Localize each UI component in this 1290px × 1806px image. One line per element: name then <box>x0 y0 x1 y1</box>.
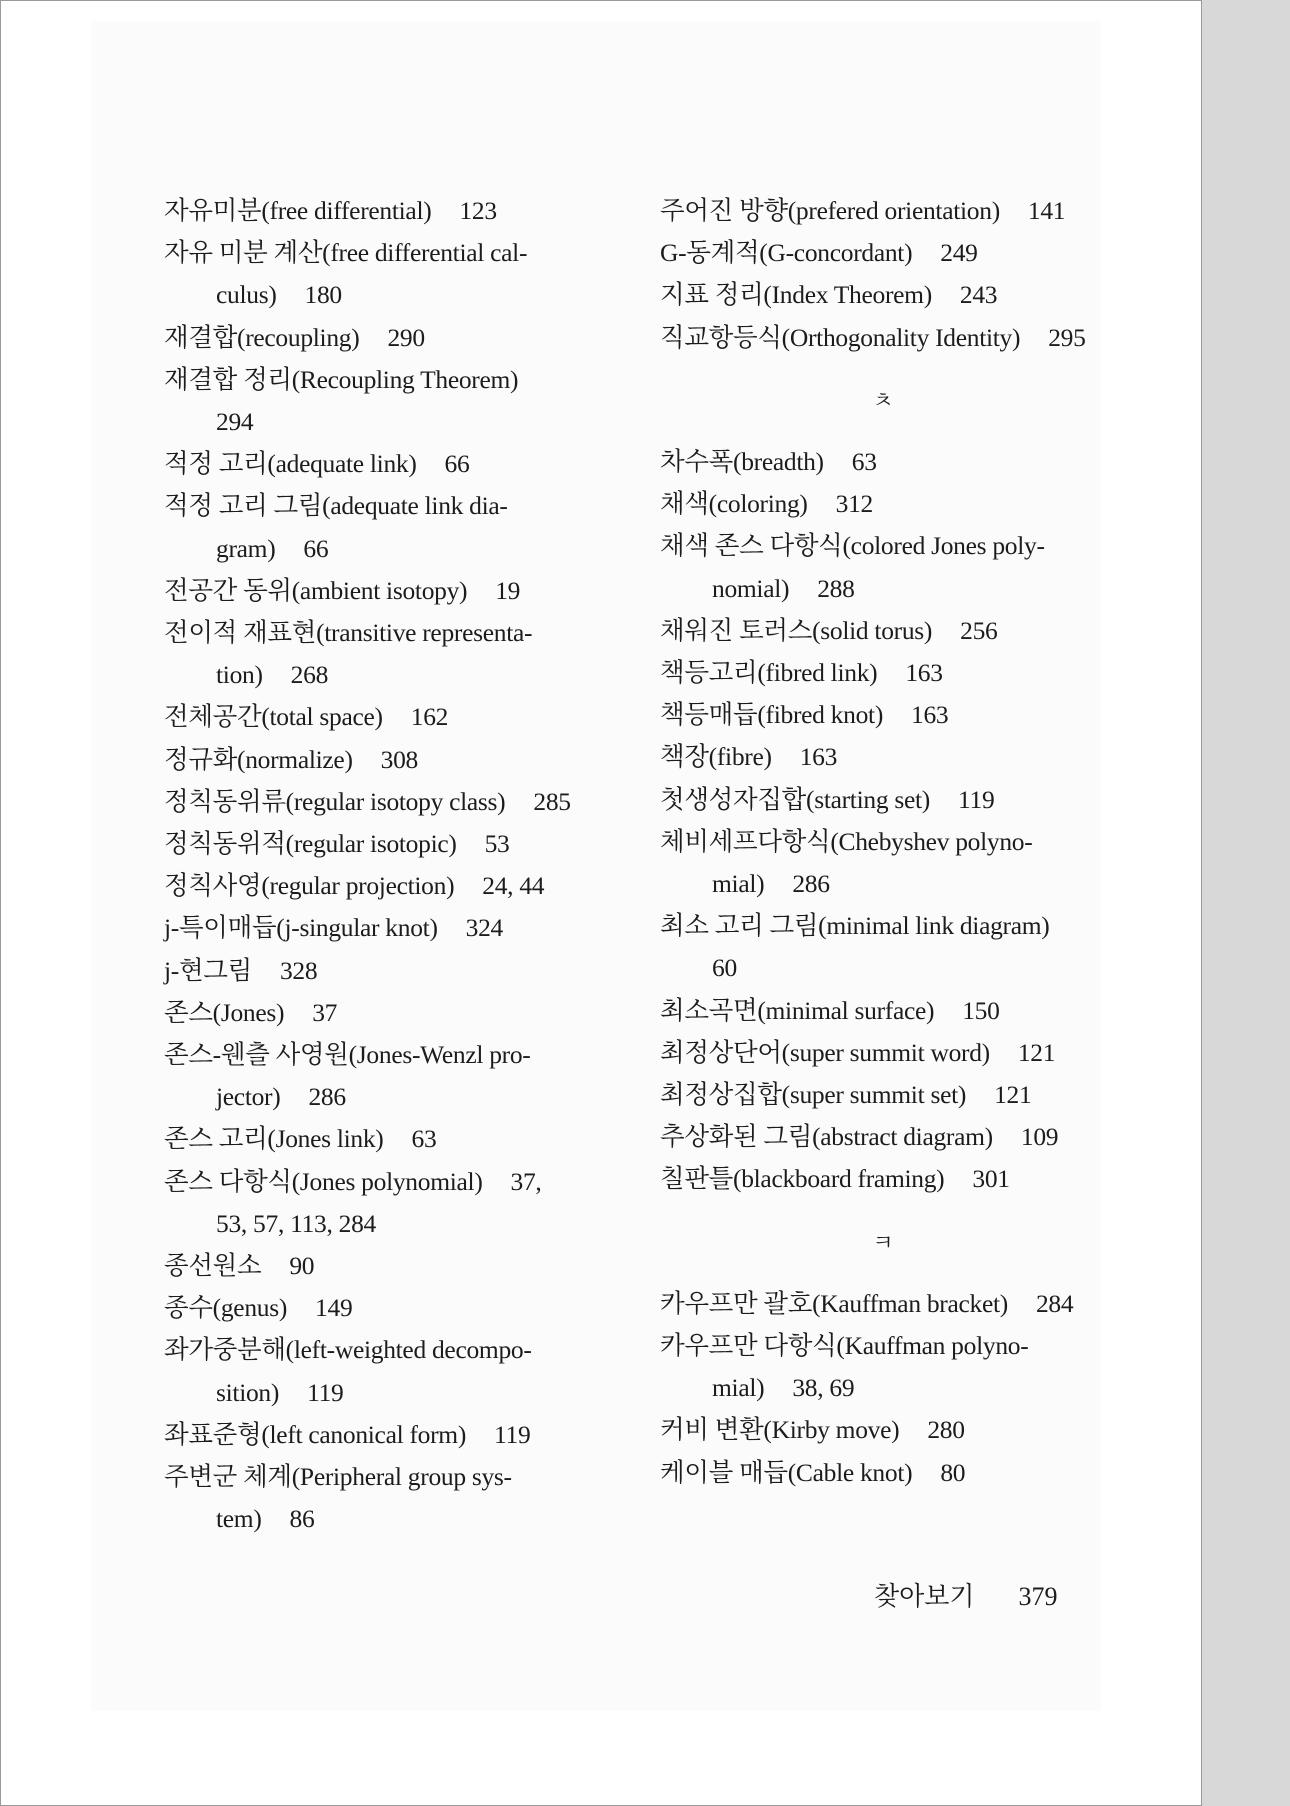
entry-page-ref: 301 <box>972 1164 1010 1194</box>
entry-page-ref: 109 <box>1020 1122 1059 1152</box>
entry-term <box>660 1158 1112 1200</box>
entry-text: sition) <box>216 1377 280 1407</box>
entry-term <box>660 441 1112 483</box>
entry-term <box>164 1287 664 1329</box>
entry-text: 채워진 토러스(solid torus) <box>660 615 933 645</box>
entry-text: 최소 고리 그림(minimal link diagram) <box>660 911 1050 941</box>
entry-term <box>660 694 1112 736</box>
index-entry <box>660 1452 1112 1494</box>
entry-text: 최정상집합(super summit set) <box>660 1080 967 1110</box>
index-entry <box>660 694 1112 736</box>
entry-page-ref: 141 <box>1027 196 1066 225</box>
entry-text: 직교항등식(Orthogonality Identity) <box>660 322 1021 352</box>
entry-term <box>164 232 664 274</box>
index-entry <box>164 1034 664 1118</box>
index-entry <box>164 823 664 865</box>
entry-term-continued <box>164 1076 664 1118</box>
entry-text: 채색 존스 다항식(colored Jones poly- <box>660 531 1045 561</box>
entry-text: 주어진 방향(prefered orientation) <box>660 196 1000 225</box>
entry-text: 책장(fibre) <box>660 742 772 772</box>
index-entry <box>164 1456 664 1540</box>
entry-page-ref: 295 <box>1048 322 1086 352</box>
entry-text: mial) <box>712 1373 765 1403</box>
index-entry <box>164 739 664 781</box>
entry-page-ref: 53 <box>484 829 510 859</box>
entry-page-ref-continued: 53, 57, 113, 284 <box>216 1208 377 1238</box>
index-entry <box>660 990 1112 1032</box>
entry-text: 지표 정리(Index Theorem) <box>660 280 932 310</box>
entry-page-ref: 312 <box>835 489 873 519</box>
entry-term <box>164 907 664 949</box>
entry-text: 전체공간(total space) <box>164 702 383 732</box>
entry-term <box>164 317 664 359</box>
index-entry <box>660 610 1112 652</box>
entry-text: 칠판틀(blackboard framing) <box>660 1164 945 1194</box>
entry-text: 최정상단어(super summit word) <box>660 1037 990 1067</box>
entry-page-ref: 60 <box>712 953 737 983</box>
entry-text: 적정 고리(adequate link) <box>164 449 417 479</box>
entry-term <box>660 1325 1112 1367</box>
entry-text: 재결합 정리(Recoupling Theorem) <box>164 364 519 394</box>
entry-text: 존스 고리(Jones link) <box>164 1124 384 1154</box>
entry-text: mial) <box>712 869 765 899</box>
entry-term <box>164 1456 664 1498</box>
index-entry <box>660 1032 1112 1074</box>
entry-page-ref: 286 <box>792 869 830 899</box>
entry-page-ref: 243 <box>959 280 998 310</box>
entry-page-ref: 284 <box>1035 1288 1074 1318</box>
index-entry <box>660 652 1112 694</box>
entry-term <box>660 779 1112 821</box>
entry-text: 차수폭(breadth) <box>660 447 824 476</box>
index-entry <box>660 1283 1112 1325</box>
entry-term <box>660 1452 1112 1494</box>
entry-page-ref: 162 <box>410 702 449 732</box>
entry-text: tem) <box>216 1504 262 1534</box>
entry-term <box>660 990 1112 1032</box>
index-entry <box>164 570 664 612</box>
entry-page-ref: 294 <box>216 407 254 437</box>
entry-text: 종수(genus) <box>164 1293 288 1323</box>
entry-text: 존스-웬츨 사영원(Jones-Wenzl pro- <box>164 1040 531 1070</box>
entry-page-ref: 63 <box>411 1124 437 1154</box>
entry-term-continued <box>660 947 1112 989</box>
index-entry <box>660 1074 1112 1116</box>
entry-page-ref: 66 <box>303 533 329 563</box>
entry-text: j-특이매듭(j-singular knot) <box>164 913 438 943</box>
footer-section-title: 찾아보기 <box>874 1582 975 1611</box>
entry-term <box>164 443 664 485</box>
entry-term <box>660 190 1112 232</box>
entry-text: 자유미분(free differential) <box>164 196 432 225</box>
entry-page-ref: 163 <box>911 700 949 730</box>
entry-term <box>660 232 1112 274</box>
entry-page-ref: 163 <box>799 742 838 772</box>
entry-term <box>164 1414 664 1456</box>
entry-page-ref: 63 <box>851 447 877 476</box>
entry-term-continued <box>660 568 1112 610</box>
index-entry <box>660 317 1112 359</box>
index-entry <box>164 907 664 949</box>
entry-page-ref: 149 <box>315 1293 353 1323</box>
index-entry <box>660 821 1112 905</box>
entry-term <box>660 736 1112 778</box>
entry-term-continued <box>164 654 664 696</box>
entry-page-ref: 86 <box>289 1504 315 1534</box>
index-entry <box>164 781 664 823</box>
entry-text: 케이블 매듭(Cable knot) <box>660 1457 913 1487</box>
index-entry <box>164 1118 664 1160</box>
index-entry <box>164 1287 664 1329</box>
section-heading-chi: ㅊ <box>872 388 894 414</box>
entry-term-continued <box>164 274 664 316</box>
entry-page-ref: 150 <box>962 995 1000 1025</box>
entry-term <box>660 274 1112 316</box>
index-entry <box>164 485 664 569</box>
entry-page-ref: 249 <box>940 238 978 268</box>
index-entry <box>660 779 1112 821</box>
entry-page-ref: 180 <box>304 280 342 310</box>
entry-page-ref: 66 <box>444 449 470 479</box>
entry-page-ref: 38, 69 <box>792 1373 855 1403</box>
entry-text: 커비 변환(Kirby move) <box>660 1415 900 1445</box>
entry-term <box>164 190 664 232</box>
entry-text: 정칙동위류(regular isotopy class) <box>164 786 506 816</box>
entry-term <box>164 1245 664 1287</box>
entry-page-ref: 121 <box>994 1080 1032 1110</box>
entry-term <box>164 612 664 654</box>
index-entry <box>660 1116 1112 1158</box>
index-entry <box>164 1414 664 1456</box>
entry-text: 주변군 체계(Peripheral group sys- <box>164 1462 512 1492</box>
index-entry <box>660 525 1112 609</box>
entry-term <box>164 992 664 1034</box>
entry-term-continued <box>164 1498 664 1540</box>
entry-text: 존스(Jones) <box>164 997 285 1027</box>
index-entry <box>164 612 664 696</box>
page-number: 379 <box>1018 1582 1058 1611</box>
entry-term <box>660 821 1112 863</box>
index-entry <box>660 190 1112 232</box>
entry-page-ref: 123 <box>459 196 497 225</box>
entry-term-continued <box>660 863 1112 905</box>
entry-text: 추상화된 그림(abstract diagram) <box>660 1122 993 1152</box>
entry-text: 좌표준형(left canonical form) <box>164 1419 467 1449</box>
entry-page-ref: 268 <box>290 660 329 690</box>
section-heading-kieuk: ㅋ <box>872 1230 894 1256</box>
index-entry <box>660 274 1112 316</box>
index-entry <box>660 441 1112 483</box>
index-group-kieuk <box>660 1283 1112 1494</box>
entry-page-ref: 285 <box>533 786 571 816</box>
entry-text: 전공간 동위(ambient isotopy) <box>164 575 468 605</box>
entry-text: 카우프만 괄호(Kauffman bracket) <box>660 1288 1008 1318</box>
entry-page-ref: 119 <box>957 784 995 814</box>
index-entry <box>164 1161 664 1245</box>
entry-term-continued <box>164 401 664 443</box>
entry-term <box>660 483 1112 525</box>
index-entry <box>164 232 664 316</box>
index-entry <box>660 483 1112 525</box>
entry-text: 자유 미분 계산(free differential cal- <box>164 238 528 268</box>
entry-term-continued <box>164 1372 664 1414</box>
entry-text: 채색(coloring) <box>660 489 808 519</box>
entry-page-ref: 280 <box>927 1415 965 1445</box>
index-entry <box>164 359 664 443</box>
index-group-chi <box>660 441 1112 1201</box>
entry-term <box>660 1116 1112 1158</box>
entry-term <box>660 610 1112 652</box>
entry-text: 전이적 재표현(transitive representa- <box>164 618 533 648</box>
index-entry <box>164 950 664 992</box>
entry-text: gram) <box>216 533 276 563</box>
entry-term <box>660 1074 1112 1116</box>
entry-text: tion) <box>216 660 263 690</box>
index-entry <box>660 232 1112 274</box>
index-entry <box>164 1329 664 1413</box>
entry-term <box>164 1329 664 1371</box>
entry-term <box>164 1161 664 1203</box>
entry-page-ref: 288 <box>817 573 855 603</box>
entry-page-ref: 163 <box>905 658 943 688</box>
entry-term <box>164 485 664 527</box>
entry-text: 체비세프다항식(Chebyshev polyno- <box>660 826 1033 856</box>
entry-term <box>660 525 1112 567</box>
index-entry <box>164 992 664 1034</box>
entry-text: 첫생성자집합(starting set) <box>660 784 930 814</box>
index-column-right <box>660 190 1112 1494</box>
index-entry <box>164 317 664 359</box>
entry-term <box>660 652 1112 694</box>
entry-page-ref: 286 <box>308 1082 346 1112</box>
entry-text: 정칙동위적(regular isotopic) <box>164 829 457 859</box>
entry-page-ref: 90 <box>289 1251 315 1281</box>
entry-page-ref: 119 <box>494 1419 531 1449</box>
index-entry <box>660 905 1112 989</box>
entry-term <box>164 1118 664 1160</box>
entry-page-ref: 121 <box>1017 1037 1056 1067</box>
entry-term <box>164 696 664 738</box>
index-entry <box>660 1409 1112 1451</box>
page-footer <box>874 1576 1104 1613</box>
entry-text: 좌가중분해(left-weighted decompo- <box>164 1335 532 1365</box>
index-entry <box>660 1158 1112 1200</box>
index-entry <box>164 1245 664 1287</box>
entry-text: 최소곡면(minimal surface) <box>660 995 935 1025</box>
index-entry <box>164 443 664 485</box>
index-entry <box>660 1325 1112 1409</box>
index-column-left <box>164 190 664 1541</box>
entry-page-ref: 119 <box>307 1377 344 1407</box>
entry-term <box>660 1032 1112 1074</box>
entry-term-continued <box>164 528 664 570</box>
index-entry <box>164 865 664 907</box>
entry-text: culus) <box>216 280 277 310</box>
index-entry <box>660 736 1112 778</box>
entry-term <box>164 781 664 823</box>
entry-text: 종선원소 <box>164 1251 262 1281</box>
entry-text: 존스 다항식(Jones polynomial) <box>164 1166 483 1196</box>
entry-page-ref: 328 <box>279 955 318 985</box>
entry-term <box>660 1283 1112 1325</box>
entry-text: nomial) <box>712 573 790 603</box>
entry-page-ref: 37, <box>510 1166 542 1196</box>
entry-page-ref: 324 <box>465 913 503 943</box>
entry-term <box>660 905 1112 947</box>
entry-text: j-현그림 <box>164 955 252 985</box>
entry-term <box>164 950 664 992</box>
entry-term <box>164 570 664 612</box>
entry-term <box>660 1409 1112 1451</box>
entry-text: jector) <box>216 1082 281 1112</box>
entry-page-ref: 256 <box>960 615 998 645</box>
entry-text: 카우프만 다항식(Kauffman polyno- <box>660 1331 1029 1361</box>
entry-term <box>164 823 664 865</box>
entry-text: G-동계적(G-concordant) <box>660 238 913 268</box>
entry-page-ref: 80 <box>940 1457 966 1487</box>
entry-page-ref: 290 <box>387 322 425 352</box>
entry-term <box>164 865 664 907</box>
entry-term-continued <box>660 1367 1112 1409</box>
entry-term <box>164 1034 664 1076</box>
entry-text: 재결합(recoupling) <box>164 322 360 352</box>
entry-page-ref: 308 <box>380 744 418 774</box>
entry-text: 정규화(normalize) <box>164 744 353 774</box>
index-group-top <box>660 190 1112 359</box>
entry-term <box>164 739 664 781</box>
entry-text: 책등고리(fibred link) <box>660 658 878 688</box>
entry-text: 적정 고리 그림(adequate link dia- <box>164 491 508 521</box>
index-entry <box>164 696 664 738</box>
index-entry <box>164 190 664 232</box>
entry-term <box>660 317 1112 359</box>
entry-page-ref: 24, 44 <box>482 871 545 901</box>
entry-page-ref: 37 <box>312 997 338 1027</box>
entry-text: 정칙사영(regular projection) <box>164 871 455 901</box>
entry-text: 책등매듭(fibred knot) <box>660 700 884 730</box>
entry-term <box>164 359 664 401</box>
entry-page-ref: 19 <box>495 575 521 605</box>
